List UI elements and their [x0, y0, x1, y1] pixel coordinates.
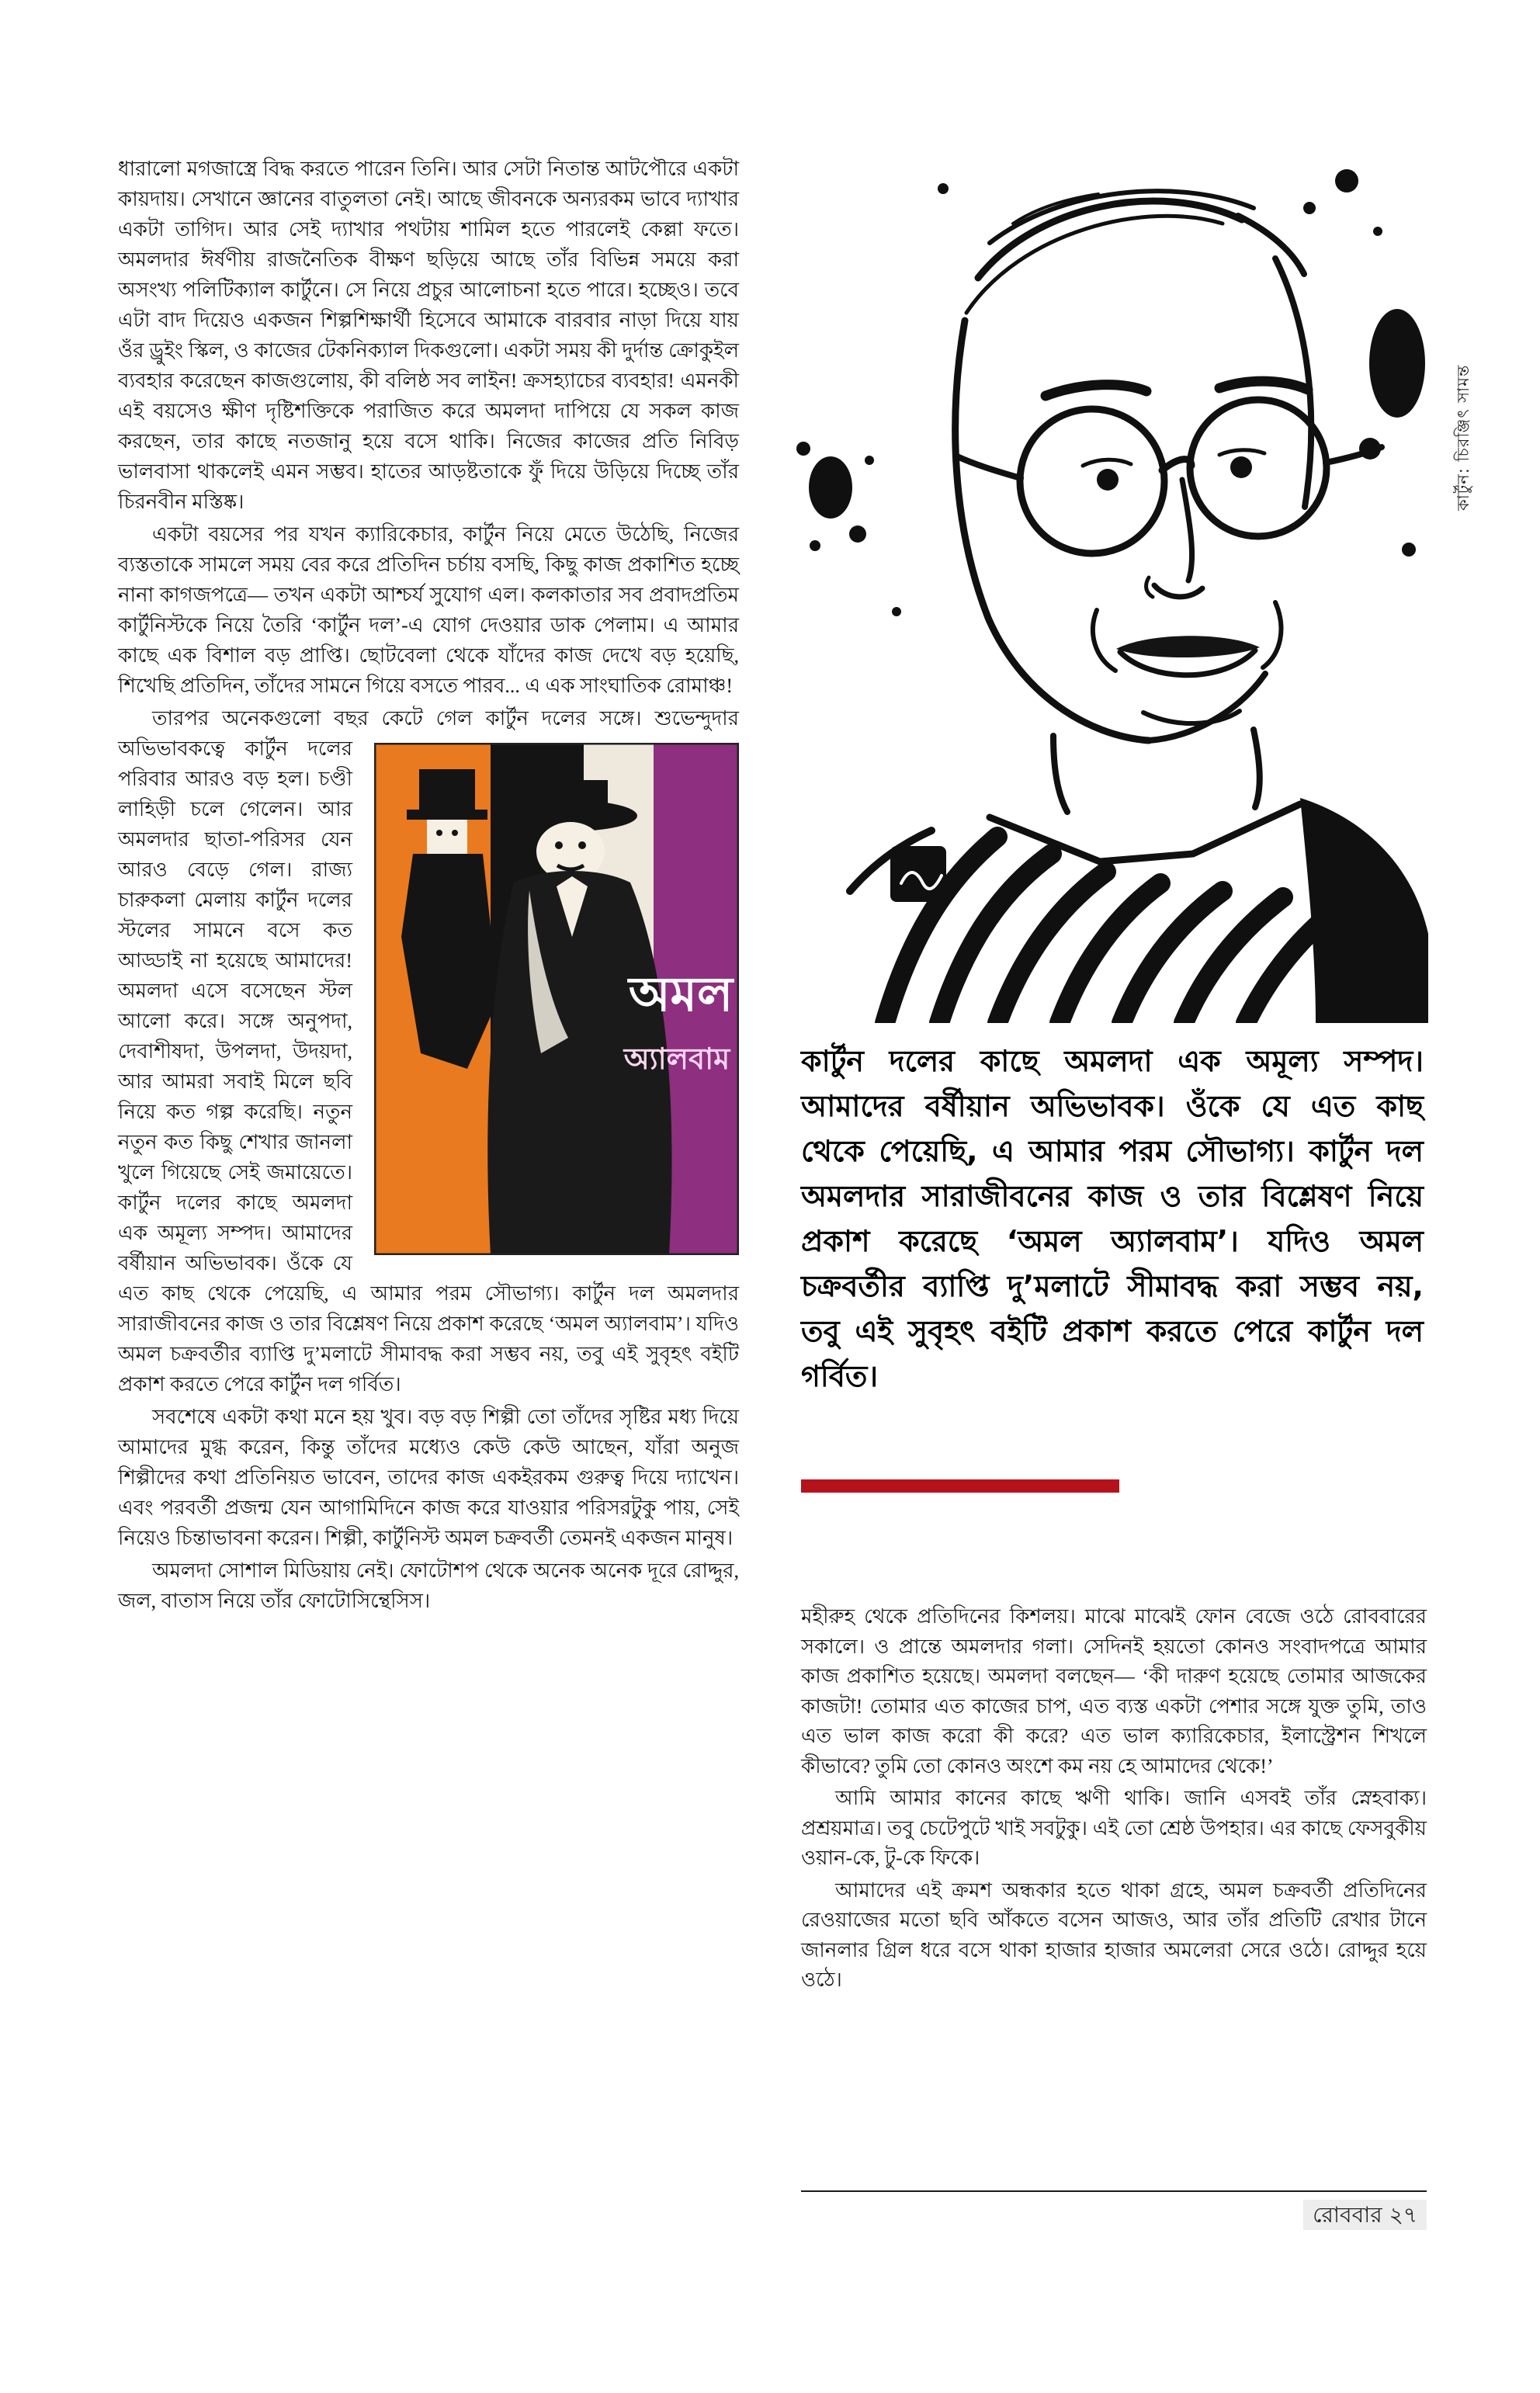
page-footer-label: রোববার ২৭ [1303, 2200, 1427, 2230]
paragraph-text: আমাদের এই ক্রমশ অন্ধকার হতে থাকা গ্রহে, অমল চক্রবর্তী প্রতিদিনের রেওয়াজের মতো ছবি আঁকতে বসেন আজও, আর তাঁর প্রতিটি রেখার টানে জানলার গ্রিল ধরে বসে থাকা হাজার হাজার অমলেরা সেরে ওঠে। রোদ্দুর হয়ে ওঠে। [801, 1878, 1427, 1991]
paragraph [118, 703, 739, 1399]
paragraph-text: অভিভাবকত্বে কার্টুন দলের পরিবার আরও বড় হল। চণ্ডী লাহিড়ী চলে গেলেন। আর অমলদার ছাতা-পরিসর যেন আরও বেড়ে গেল। রাজ্য চারুকলা মেলায় কার্টুন দলের স্টলের সামনে বসে কত আড্ডাই না হয়েছে আমাদের! অমলদা এসে বসেছেন স্টল আলো করে। সঙ্গে অনুপদা, দেবাশীষদা, উপলদা, উদয়দা, আর আমরা সবাই মিলে ছবি নিয়ে কত গল্প করেছি। নতুন নতুন কত কিছু শেখার জানলা খুলে গিয়েছে সেই জমায়েতে। কার্টুন দলের কাছে অমলদা এক অমূল্য সম্পদ। আমাদের বর্ষীয়ান অভিভাবক। ওঁকে যে এত কাছ থেকে পেয়েছি, এ আমার পরম সৌভাগ্য। কার্টুন দল অমলদার সারাজীবনের কাজ ও তার বিশ্লেষণ নিয়ে প্রকাশ করেছে ‘অমল অ্যালবাম’। যদিও অমল চক্রবর্তীর ব্যাপ্তি দু’মলাটে সীমাবদ্ধ করা সম্ভব নয়, তবু এই সুবৃহৎ বইটি প্রকাশ করতে পেরে কার্টুন দল গর্বিত। [118, 737, 739, 1396]
paragraph [801, 1784, 1427, 1874]
cover-figure-left [401, 769, 498, 1069]
artist-signature [890, 846, 946, 902]
paragraph-text: সবশেষে একটা কথা মনে হয় খুব। বড় বড় শিল্পী তো তাঁদের সৃষ্টির মধ্য দিয়ে আমাদের মুগ্ধ করেন, কিন্তু তাঁদের মধ্যেও কেউ কেউ আছেন, যাঁরা অনুজ শিল্পীদের কথা প্রতিনিয়ত ভাবেন, তাদের কাজ একইরকম গুরুত্ব দিয়ে দ্যাখেন। এবং পরবর্তী প্রজন্ম যেন আগামিদিনে কাজ করে যাওয়ার পরিসরটুকু পায়, সেই নিয়েও চিন্তাভাবনা করেন। শিল্পী, কার্টুনিস্ট অমল চক্রবর্তী তেমনই একজন মানুষ। [118, 1406, 739, 1549]
paragraph-text: অমলদা সোশাল মিডিয়ায় নেই। ফোটোশপ থেকে অনেক অনেক দূরে রোদ্দুর, জল, বাতাস নিয়ে তাঁর ফোটোসিন্থেসিস। [118, 1559, 739, 1612]
book-cover-subtitle: অ্যালবাম [623, 1042, 730, 1076]
paragraph [118, 154, 739, 517]
caricature-sketch [757, 115, 1440, 1023]
article-column-right [801, 1602, 1427, 1998]
book-cover-art [374, 743, 739, 1255]
illustration-credit: কার্টুন: চিরঞ্জিৎ সামন্ত [1454, 364, 1472, 511]
paragraph [118, 1402, 739, 1553]
paragraph-text: আমি আমার কানের কাছে ঋণী থাকি। জানি এসবই তাঁর স্নেহবাক্য। প্রশ্রয়মাত্র। তবু চেটেপুটে খাই সবটুকু। এই তো শ্রেষ্ঠ উপহার। এর কাছে ফেসবুকীয় ওয়ান-কে, টু-কে ফিকে। [801, 1787, 1427, 1869]
pull-quote: কার্টুন দলের কাছে অমলদা এক অমূল্য সম্পদ। আমাদের বর্ষীয়ান অভিভাবক। ওঁকে যে এত কাছ থেকে পেয়েছি, এ আমার পরম সৌভাগ্য। কার্টুন দল অমলদার সারাজীবনের কাজ ও তার বিশ্লেষণ নিয়ে প্রকাশ করেছে ‘অমল অ্যালবাম’। যদিও অমল চক্রবর্তীর ব্যাপ্তি দু’মলাটে সীমাবদ্ধ করা সম্ভব নয়, তবু এই সুবৃহৎ বইটি প্রকাশ করতে পেরে কার্টুন দল গর্বিত। [801, 1044, 1424, 1393]
paragraph [801, 1602, 1427, 1781]
paragraph-text: একটা বয়সের পর যখন ক্যারিকেচার, কার্টুন নিয়ে মেতে উঠেছি, নিজের ব্যস্ততাকে সামলে সময় বের করে প্রতিদিন চর্চায় বসছি, কিছু কাজ প্রকাশিত হচ্ছে নানা কাগজপত্রে— তখন একটা আশ্চর্য সুযোগ এল। কলকাতার সব প্রবাদপ্রতিম কার্টুনিস্টকে নিয়ে তৈরি ‘কার্টুন দল’-এ যোগ দেওয়ার ডাক পেলাম। এ আমার কাছে এক বিশাল বড় প্রাপ্তি। ছোটবেলা থেকে যাঁদের কাজ দেখে বড় হয়েছি, শিখেছি প্রতিদিন, তাঁদের সামনে গিয়ে বসতে পারব... এ এক সাংঘাতিক রোমাঞ্চ! [118, 523, 739, 697]
accent-rule [801, 1479, 1119, 1493]
paragraph-text: মহীরুহ থেকে প্রতিদিনের কিশলয়। মাঝে মাঝেই ফোন বেজে ওঠে রোববারের সকালে। ও প্রান্তে অমলদার গলা। সেদিনই হয়তো কোনও সংবাদপত্রে আমার কাজ প্রকাশিত হয়েছে। অমলদা বলছেন— ‘কী দারুণ হয়েছে তোমার আজকের কাজটা! তোমার এত কাজের চাপ, এত ব্যস্ত একটা পেশার সঙ্গে যুক্ত তুমি, তাও এত ভাল কাজ করো কী করে? এত ভাল ক্যারিকেচার, ইলাস্ট্রেশন শিখলে কীভাবে? তুমি তো কোনও অংশে কম নয় হে আমাদের থেকে!’ [801, 1605, 1427, 1777]
footer-rule [801, 2190, 1427, 2192]
paragraph-text: তারপর অনেকগুলো বছর কেটে গেল কার্টুন দলের সঙ্গে। শুভেন্দুদার [152, 707, 739, 730]
article-column-left [118, 154, 739, 1618]
book-cover-title: অমল [628, 966, 734, 1022]
paragraph-text: ধারালো মগজাস্ত্রে বিদ্ধ করতে পারেন তিনি। আর সেটা নিতান্ত আটপৌরে একটা কায়দায়। সেখানে জ্ঞানের বাতুলতা নেই। আছে জীবনকে অন্যরকম ভাবে দ্যাখার একটা তাগিদ। আর সেই দ্যাখার পথটায় শামিল হতে পারলেই কেল্লা ফতে। অমলদার ঈর্ষণীয় রাজনৈতিক বীক্ষণ ছড়িয়ে আছে তাঁর বিভিন্ন সময়ে করা অসংখ্য পলিটিক্যাল কার্টুনে। সে নিয়ে প্রচুর আলোচনা হতে পারে। হচ্ছেও। তবে এটা বাদ দিয়েও একজন শিল্পশিক্ষার্থী হিসেবে আমাকে বারবার নাড়া দিয়ে যায় ওঁর ড্রুইং স্কিল, ও কাজের টেকনিক্যাল দিকগুলো। একটা সময় কী দুর্দান্ত ক্রোকুইল ব্যবহার করেছেন কাজগুলোয়, কী বলিষ্ঠ সব লাইন! ক্রসহ্যাচের ব্যবহার! এমনকী এই বয়সেও ক্ষীণ দৃষ্টিশক্তিকে পরাজিত করে অমলদা দাপিয়ে যে সকল কাজ করছেন, তার কাছে নতজানু হয়ে বসে থাকি। নিজের কাজের প্রতি নিবিড় ভালবাসা থাকলেই এমন সম্ভব। হাতের আড়ষ্টতাকে ফুঁ দিয়ে উড়িয়ে দিচ্ছে তাঁর চিরনবীন মস্তিষ্ক। [118, 158, 739, 513]
paragraph [118, 1555, 739, 1616]
book-cover [374, 743, 739, 1255]
paragraph [801, 1876, 1427, 1996]
page-footer [801, 2198, 1427, 2235]
caricature-illustration [757, 115, 1440, 1023]
paragraph [118, 519, 739, 701]
